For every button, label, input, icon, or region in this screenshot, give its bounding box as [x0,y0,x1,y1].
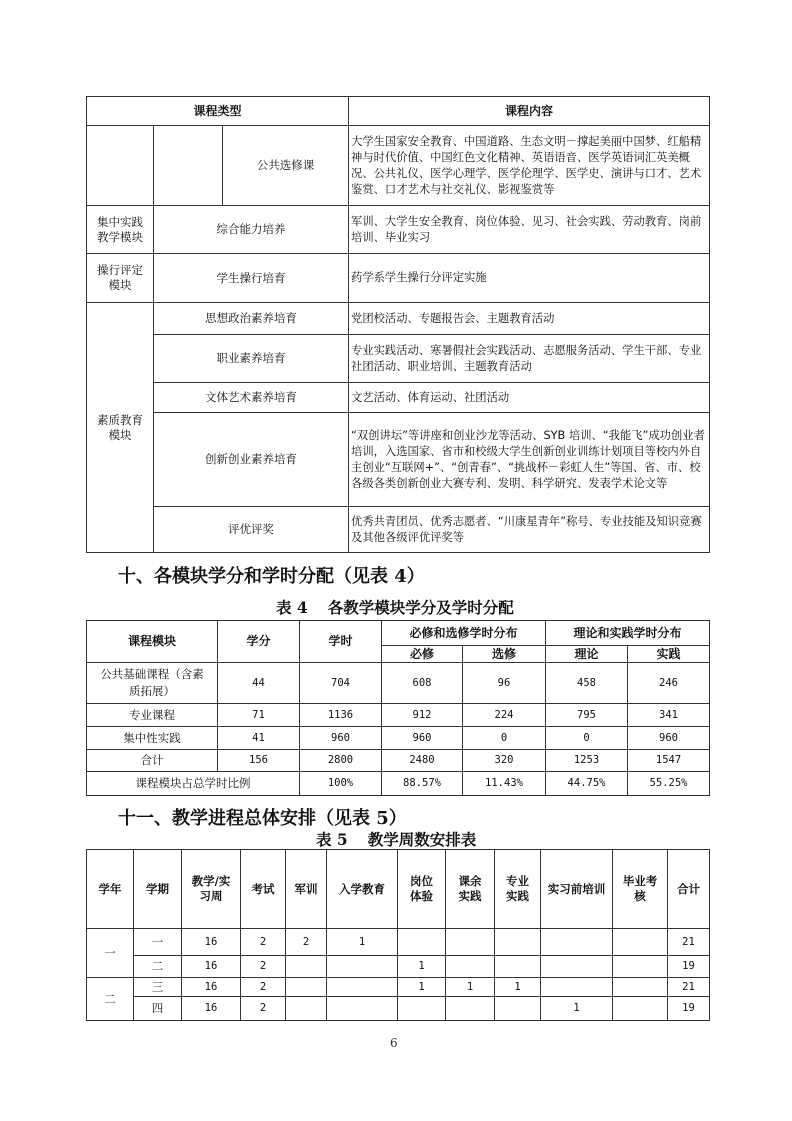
header-cell: 岗位体验 [398,850,446,929]
pre-internship-cell [541,956,613,978]
job-experience-cell [398,997,446,1021]
total-cell: 19 [668,956,710,978]
course-name: 创新创业素养培育 [154,413,349,507]
elective-cell: 96 [463,663,546,704]
course-name: 公共选修课 [223,126,349,206]
professional-practice-cell [495,929,541,956]
course-name: 思想政治素养培育 [154,303,349,335]
weeks-cell: 16 [182,997,241,1021]
military-cell [286,956,327,978]
header-theory: 理论 [546,646,628,663]
section-heading-10: 十、各模块学分和学时分配（见表 4） [118,566,425,587]
header-cell: 学期 [134,850,182,929]
table-row [87,956,710,978]
required-cell: 608 [382,663,463,704]
elective-cell: 224 [463,704,546,727]
graduation-exam-cell [613,956,668,978]
military-cell [286,978,327,997]
exam-cell: 2 [241,997,286,1021]
orientation-cell [327,997,398,1021]
practice-cell: 1547 [628,750,710,772]
header-cell: 考试 [241,850,286,929]
table-row [87,929,710,956]
practice-cell: 55.25% [628,772,710,796]
header-row [87,850,710,929]
ratio-label: 课程模块占总学时比例 [87,772,300,796]
elective-cell: 11.43% [463,772,546,796]
course-name: 学生操行培育 [154,254,349,303]
table-row [87,206,710,254]
header-course-content: 课程内容 [349,97,710,126]
module-cell: 合计 [87,750,218,772]
practice-cell: 246 [628,663,710,704]
header-required-elective: 必修和选修学时分布 [382,621,546,646]
credits-cell: 156 [218,750,300,772]
table-row [87,663,710,704]
header-course-type: 课程类型 [87,97,349,126]
job-experience-cell [398,929,446,956]
table-row [87,704,710,727]
term-cell: 四 [134,997,182,1021]
module-cell: 公共基础课程（含素质拓展） [87,663,218,704]
year-cell: 一 [87,929,134,978]
course-type-table [86,96,710,553]
course-content: “双创讲坛”等讲座和创业沙龙等活动、SYB 培训、“我能飞”成功创业者培训，入选国家、省市和校级大学生创新创业训练计划项目等校内外自主创业“互联网+”、“创青春”、“挑战杯－彩虹人生”等国、省、市、校各级各类创新创业大赛专利、发明、科学研究、发表学术论文等 [349,413,710,507]
elective-cell: 320 [463,750,546,772]
course-content: 药学系学生操行分评定实施 [349,254,710,303]
professional-practice-cell [495,997,541,1021]
course-name: 文体艺术素养培育 [154,383,349,413]
table-row [87,727,710,750]
header-practice: 实践 [628,646,710,663]
teaching-weeks-table [86,849,710,1021]
course-content: 文艺活动、体育运动、社团活动 [349,383,710,413]
weeks-cell: 16 [182,978,241,997]
table-row [87,750,710,772]
header-cell: 合计 [668,850,710,929]
course-content: 大学生国家安全教育、中国道路、生态文明－撑起美丽中国梦、红船精神与时代价值、中国红色文化精神、英语语音、医学英语词汇英美概况、公共礼仪、医学心理学、医学伦理学、医学史、演讲与口才、艺术鉴赏、口才艺术与社交礼仪、影视鉴赏等 [349,126,710,206]
header-cell: 实习前培训 [541,850,613,929]
credits-cell: 41 [218,727,300,750]
total-cell: 21 [668,978,710,997]
graduation-exam-cell [613,978,668,997]
course-content: 优秀共青团员、优秀志愿者、“川康星青年”称号、专业技能及知识竞赛及其他各级评优评奖等 [349,507,710,553]
weeks-cell: 16 [182,929,241,956]
term-cell: 二 [134,956,182,978]
module-name: 集中实践教学模块 [87,206,154,254]
empty-cell [154,126,223,206]
table-row [87,997,710,1021]
header-hours: 学时 [300,621,382,663]
header-cell: 课余实践 [446,850,495,929]
theory-cell: 0 [546,727,628,750]
course-content: 党团校活动、专题报告会、主题教育活动 [349,303,710,335]
total-cell: 19 [668,997,710,1021]
graduation-exam-cell [613,997,668,1021]
header-cell: 教学/实习周 [182,850,241,929]
exam-cell: 2 [241,929,286,956]
practice-cell: 341 [628,704,710,727]
table5-caption-title: 教学周数安排表 [367,830,477,849]
table4-caption-number: 表 4 [276,598,308,617]
orientation-cell: 1 [327,929,398,956]
header-cell: 学年 [87,850,134,929]
extracurricular-cell [446,929,495,956]
exam-cell: 2 [241,956,286,978]
header-cell: 军训 [286,850,327,929]
header-module: 课程模块 [87,621,218,663]
elective-cell: 0 [463,727,546,750]
exam-cell: 2 [241,978,286,997]
credits-cell: 71 [218,704,300,727]
table-row [87,126,710,206]
table4-caption [276,596,514,618]
hours-cell: 1136 [300,704,382,727]
extracurricular-cell [446,997,495,1021]
table-row [87,335,710,383]
module-name: 操行评定模块 [87,254,154,303]
extracurricular-cell: 1 [446,978,495,997]
page-number: 6 [390,1036,398,1050]
header-credits: 学分 [218,621,300,663]
module-name: 素质教育模块 [87,303,154,553]
table5-caption [316,828,476,850]
hours-cell: 704 [300,663,382,704]
empty-cell [87,126,154,206]
military-cell [286,997,327,1021]
table-row [87,413,710,507]
course-name: 职业素养培育 [154,335,349,383]
table5-caption-number: 表 5 [316,830,348,849]
header-required: 必修 [382,646,463,663]
module-cell: 专业课程 [87,704,218,727]
total-cell: 21 [668,929,710,956]
orientation-cell [327,956,398,978]
header-cell: 专业实践 [495,850,541,929]
military-cell: 2 [286,929,327,956]
required-cell: 960 [382,727,463,750]
section-heading-11: 十一、教学进程总体安排（见表 5） [118,808,407,829]
hours-cell: 100% [300,772,382,796]
weeks-cell: 16 [182,956,241,978]
required-cell: 2480 [382,750,463,772]
pre-internship-cell [541,929,613,956]
course-name: 综合能力培养 [154,206,349,254]
graduation-exam-cell [613,929,668,956]
theory-cell: 458 [546,663,628,704]
table-row [87,303,710,335]
pre-internship-cell: 1 [541,997,613,1021]
table-row [87,507,710,553]
hours-cell: 2800 [300,750,382,772]
pre-internship-cell [541,978,613,997]
header-cell: 毕业考核 [613,850,668,929]
table4-caption-title: 各教学模块学分及学时分配 [327,598,514,617]
credit-hours-table [86,620,710,796]
course-content: 军训、大学生安全教育、岗位体验、见习、社会实践、劳动教育、岗前培训、毕业实习 [349,206,710,254]
job-experience-cell: 1 [398,956,446,978]
hours-cell: 960 [300,727,382,750]
module-cell: 集中性实践 [87,727,218,750]
professional-practice-cell: 1 [495,978,541,997]
theory-cell: 795 [546,704,628,727]
year-cell: 二 [87,978,134,1021]
practice-cell: 960 [628,727,710,750]
theory-cell: 1253 [546,750,628,772]
table-row [87,772,710,796]
table-row [87,254,710,303]
table-row [87,978,710,997]
term-cell: 一 [134,929,182,956]
required-cell: 88.57% [382,772,463,796]
professional-practice-cell [495,956,541,978]
theory-cell: 44.75% [546,772,628,796]
extracurricular-cell [446,956,495,978]
header-cell: 入学教育 [327,850,398,929]
table-row [87,383,710,413]
header-elective: 选修 [463,646,546,663]
job-experience-cell: 1 [398,978,446,997]
credits-cell: 44 [218,663,300,704]
required-cell: 912 [382,704,463,727]
course-content: 专业实践活动、寒暑假社会实践活动、志愿服务活动、学生干部、专业社团活动、职业培训、主题教育活动 [349,335,710,383]
course-name: 评优评奖 [154,507,349,553]
term-cell: 三 [134,978,182,997]
header-theory-practice: 理论和实践学时分布 [546,621,710,646]
orientation-cell [327,978,398,997]
